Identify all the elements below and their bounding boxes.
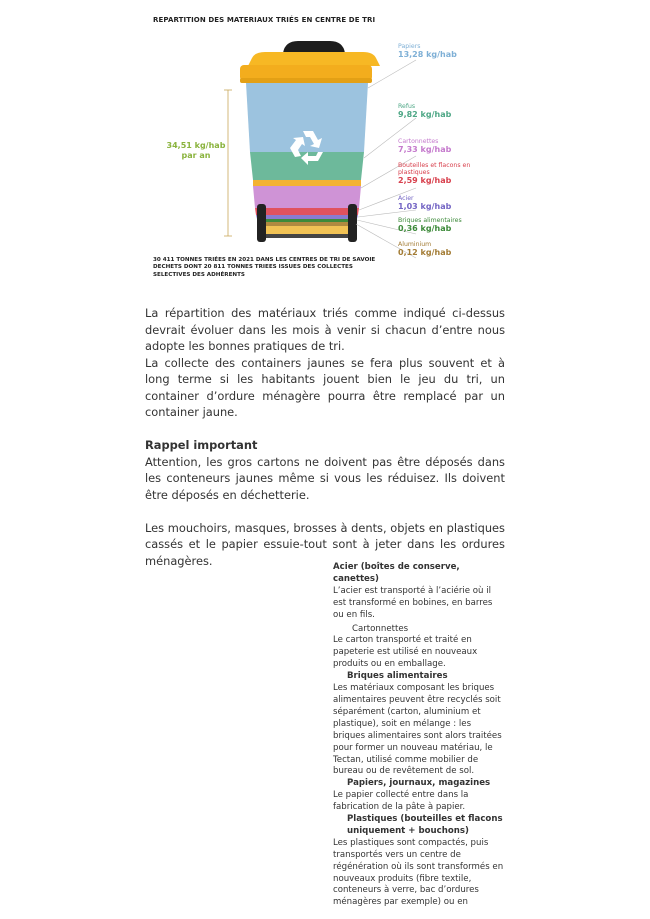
band-bottom [257, 226, 357, 235]
label-cartonnettes: Cartonnettes 7,33 kg/hab [398, 138, 452, 154]
main-article [145, 305, 505, 569]
briques-text: Les matériaux composant les briques alimentaires peuvent être recyclés soit séparément (carton, aluminium et plastique), soit en mélange : les briques alimentaires sont alors traitées pour former un nouveau matériau, le Tectan, utilisé comme mobilier de bureau ou de revêtement de sol. [333, 683, 502, 777]
materials-sidebar [333, 562, 505, 909]
band-aluminium [257, 222, 357, 226]
reminder-heading: Rappel important [145, 438, 258, 452]
plastiques-text: Les plastiques sont compactés, puis transportés vers un centre de régénération où ils sont transformés en nouveaux produits (fibre textile, conteneurs à verre, bac d’ordures ménagères par exemple) ou en [333, 837, 504, 908]
plastiques-heading: Plastiques (bouteilles et flacons uniquement + bouchons) [347, 814, 503, 836]
carton-text: Le carton transporté et traité en papeterie est utilisé en nouveaux produits ou en emballage. [333, 635, 478, 670]
label-briques: Briques alimentaires 0,36 kg/hab [398, 217, 462, 233]
recycling-bin-graphic [140, 8, 540, 270]
infographic-footer: 30 411 TONNES TRIÉES EN 2021 DANS LES CENTRES DE TRI DE SAVOIE DECHETS DONT 20 811 TONNES TRIEES ISSUES DES COLLECTES SELECTIVES DES ADHÉRENTS [153, 257, 376, 278]
paragraph-reminder: Attention, les gros cartons ne doivent pas être déposés dans les conteneurs jaunes même si vous les réduisez. Ils doivent être déposés en déchetterie. [145, 454, 505, 502]
label-papiers: Papiers 13,28 kg/hab [398, 43, 457, 59]
label-plastiques: Bouteilles et flacons en plastiques 2,59 kg/hab [398, 162, 471, 185]
band-rim [253, 180, 361, 186]
label-acier: Acier 1,03 kg/hab [398, 195, 452, 211]
papiers-text: Le papier collecté entre dans la fabrication de la pâte à papier. [333, 790, 469, 813]
band-briques [257, 219, 357, 222]
bin-lid [240, 41, 380, 83]
band-plastiques [255, 208, 359, 215]
label-refus: Refus 9,82 kg/hab [398, 103, 452, 119]
briques-heading: Briques alimentaires [347, 671, 448, 682]
acier-heading: Acier (boîtes de conserve, canettes) [333, 562, 460, 584]
paragraph-ordures: Les mouchoirs, masques, brosses à dents, objets en plastiques cassés et le papier essuie-tout sont à jeter dans les ordures ménagères. [145, 520, 505, 568]
paragraph-repartition: La répartition des matériaux triés comme indiqué ci-dessus devrait évoluer dans les mois à venir si chacun d’entre nous adopte les bonnes pratiques de tri. [145, 306, 505, 353]
band-papiers [246, 83, 368, 152]
total-value: 34,51 kg/hab par an [166, 141, 226, 160]
label-aluminium: Aluminium 0,12 kg/hab [398, 241, 452, 257]
paragraph-collecte: La collecte des containers jaunes se fera plus souvent et à long terme si les habitants jouent bien le jeu du tri, un container d’ordure ménagère pourra être remplacé par un container jaune. [145, 355, 505, 419]
infographic-title: REPARTITION DES MATERIAUX TRIÉS EN CENTRE DE TRI [153, 16, 376, 24]
papiers-heading: Papiers, journaux, magazines [347, 778, 491, 789]
carton-heading: Cartonnettes [352, 623, 409, 634]
recycling-infographic [140, 8, 540, 278]
band-cartonnettes [253, 186, 361, 208]
total-bracket [224, 90, 232, 236]
band-acier [256, 215, 358, 219]
acier-text: L’acier est transporté à l’aciérie où il est transformé en bobines, en barres ou en fils. [333, 585, 493, 620]
